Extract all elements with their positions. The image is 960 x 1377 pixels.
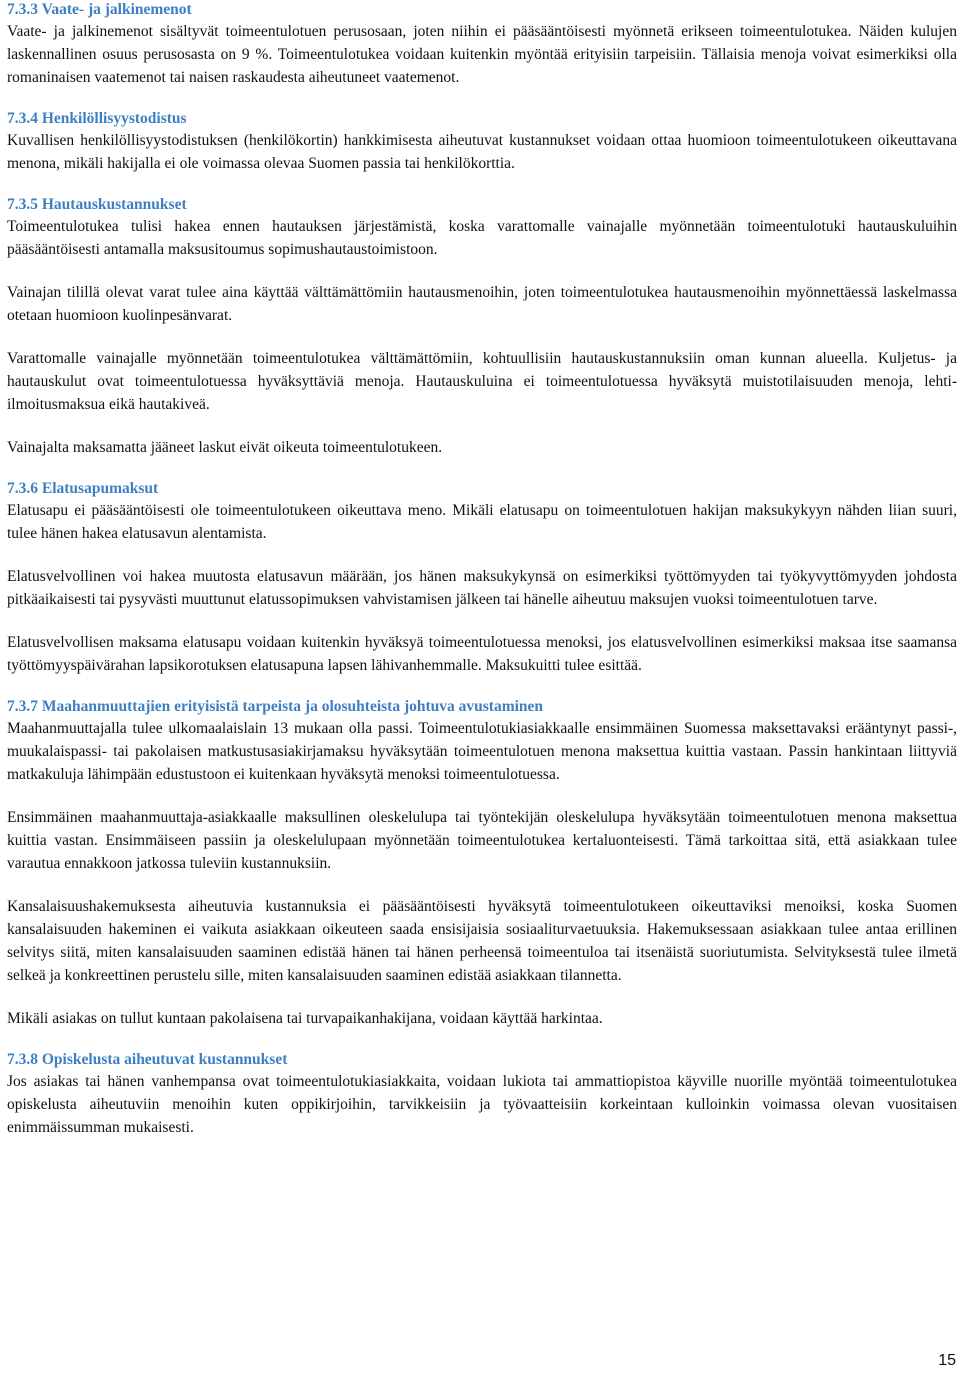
paragraph: Elatusapu ei pääsääntöisesti ole toimeentulotukeen oikeuttava meno. Mikäli elatusapu on toimeentulotuen hakijan maksukykyyn nähden liian suuri, tulee hänen hakea elatusavun alentamista. bbox=[7, 502, 957, 542]
document-page bbox=[7, 0, 957, 1139]
paragraph: Vainajalta maksamatta jääneet laskut eivät oikeuta toimeentulotukeen. bbox=[7, 439, 443, 456]
paragraph: Vaate- ja jalkinemenot sisältyvät toimeentulotuen perusosaan, joten niihin ei pääsääntöisesti myönnetä erikseen toimeentulotukea. Näiden kulujen laskennallinen osuus perusosasta on 9 %. Toimeentulotukea voidaan kuitenkin myöntää erityisiin tarpeisiin. Tällaisia menoja voivat esimerkiksi olla romaninaisen vaatemenot tai naisen raskaudesta aiheutuneet vaatemenot. bbox=[7, 23, 957, 86]
section-heading-7-3-4: 7.3.4 Henkilöllisyystodistus bbox=[7, 110, 187, 127]
paragraph: Elatusvelvollisen maksama elatusapu voidaan kuitenkin hyväksyä toimeentulotuessa menoksi, jos elatusvelvollinen esimerkiksi maksaa itse saamansa työttömyyspäivärahan lapsikorotuksen elatusapuna lapsen lähivanhemmalle. Maksukuitti tulee esittää. bbox=[7, 634, 957, 674]
paragraph: Elatusvelvollinen voi hakea muutosta elatusavun määrään, jos hänen maksukykynsä on esimerkiksi työttömyyden tai työkyvyttömyyden johdosta pitkäaikaisesti tai pysyvästi muuttunut elatussopimuksen vahvistamisen jälkeen tai hänelle aiheutuu maksujen vuoksi toimeentulotuen tarve. bbox=[7, 568, 957, 608]
page-number: 15 bbox=[938, 1352, 956, 1369]
section-heading-7-3-7: 7.3.7 Maahanmuuttajien erityisistä tarpeista ja olosuhteista johtuva avustaminen bbox=[7, 698, 544, 715]
paragraph: Jos asiakas tai hänen vanhempansa ovat toimeentulotukiasiakkaita, voidaan lukiota tai ammattiopistoa käyville nuorille myöntää toimeentulotukea opiskelusta aiheutuviin menoihin kuten oppikirjoihin, tarvikkeisiin ja työvaatteisiin korkeintaan kulloinkin voimassa olevan vuositaisen enimmäissumman mukaisesti. bbox=[7, 1073, 957, 1136]
paragraph: Varattomalle vainajalle myönnetään toimeentulotukea välttämättömiin, kohtuullisiin hautauskustannuksiin oman kunnan alueella. Kuljetus- ja hautauskulut ovat toimeentulotuessa hyväksyttäviä menoja. Hautauskuluina ei toimeentulotuessa hyväksytä muistotilaisuuden menoja, lehti-ilmoitusmaksua eikä hautakiveä. bbox=[7, 350, 957, 413]
paragraph: Kuvallisen henkilöllisyystodistuksen (henkilökortin) hankkimisesta aiheutuvat kustannukset voidaan ottaa huomioon toimeentulotukeen oikeuttavana menona, mikäli hakijalla ei ole voimassa olevaa Suomen passia tai henkilökorttia. bbox=[7, 132, 957, 172]
section-heading-7-3-8: 7.3.8 Opiskelusta aiheutuvat kustannukset bbox=[7, 1051, 288, 1068]
paragraph: Vainajan tilillä olevat varat tulee aina käyttää välttämättömiin hautausmenoihin, joten toimeentulotukea hautausmenoihin myönnettäessä laskelmassa otetaan huomioon kuolinpesänvarat. bbox=[7, 284, 957, 324]
paragraph: Ensimmäinen maahanmuuttaja-asiakkaalle maksullinen oleskelulupa tai työntekijän oleskelulupa hyväksytään toimeentulotuen menona maksettua kuittia vastan. Ensimmäiseen passiin ja oleskelulupaan myönnetään toimeentulotukea kertaluonteisesti. Tämä tarkoittaa sitä, että asiakkaan tulee varautua ennakkoon jatkossa tuleviin kustannuksiin. bbox=[7, 809, 957, 872]
section-heading-7-3-6: 7.3.6 Elatusapumaksut bbox=[7, 480, 159, 497]
section-heading-7-3-3: 7.3.3 Vaate- ja jalkinemenot bbox=[7, 1, 192, 18]
paragraph: Kansalaisuushakemuksesta aiheutuvia kustannuksia ei pääsääntöisesti hyväksytä toimeentulotukeen oikeuttaviksi menoiksi, koska Suomen kansalaisuuden hakeminen ei vaikuta asiakkaan oikeuteen saada ensisijaisia sosiaaliturvaetuuksia. Hakemuksessaan asiakkaan tulee antaa erillinen selvitys siitä, miten kansalaisuuden saaminen edistää hänen tai hänen perheensä toimeentuloa tai itsenäistä suoriutumista. Selvityksestä tulee ilmetä selkeä ja konkreettinen perustelu sille, miten kansalaisuuden saaminen edistää asiakkaan tilannetta. bbox=[7, 898, 957, 984]
section-heading-7-3-5: 7.3.5 Hautauskustannukset bbox=[7, 196, 187, 213]
paragraph: Mikäli asiakas on tullut kuntaan pakolaisena tai turvapaikanhakijana, voidaan käyttää harkintaa. bbox=[7, 1010, 603, 1027]
paragraph: Toimeentulotukea tulisi hakea ennen hautauksen järjestämistä, koska varattomalle vainajalle myönnetään toimeentulotuki hautauskuluihin pääsääntöisesti antamalla maksusitoumus sopimushautaustoimistoon. bbox=[7, 218, 957, 258]
paragraph: Maahanmuuttajalla tulee ulkomaalaislain 13 mukaan olla passi. Toimeentulotukiasiakkaalle ensimmäinen Suomessa maksettavaksi erääntynyt passi-, muukalaispassi- tai pakolaisen matkustusasiakirjamaksu hyväksytään toimeentulotuen menona maksettua kuittia vastaan. Passin hankintaan liittyviä matkakuluja lähimpään edustustoon ei kuitenkaan hyväksytä menoksi toimeentulotuessa. bbox=[7, 720, 957, 783]
